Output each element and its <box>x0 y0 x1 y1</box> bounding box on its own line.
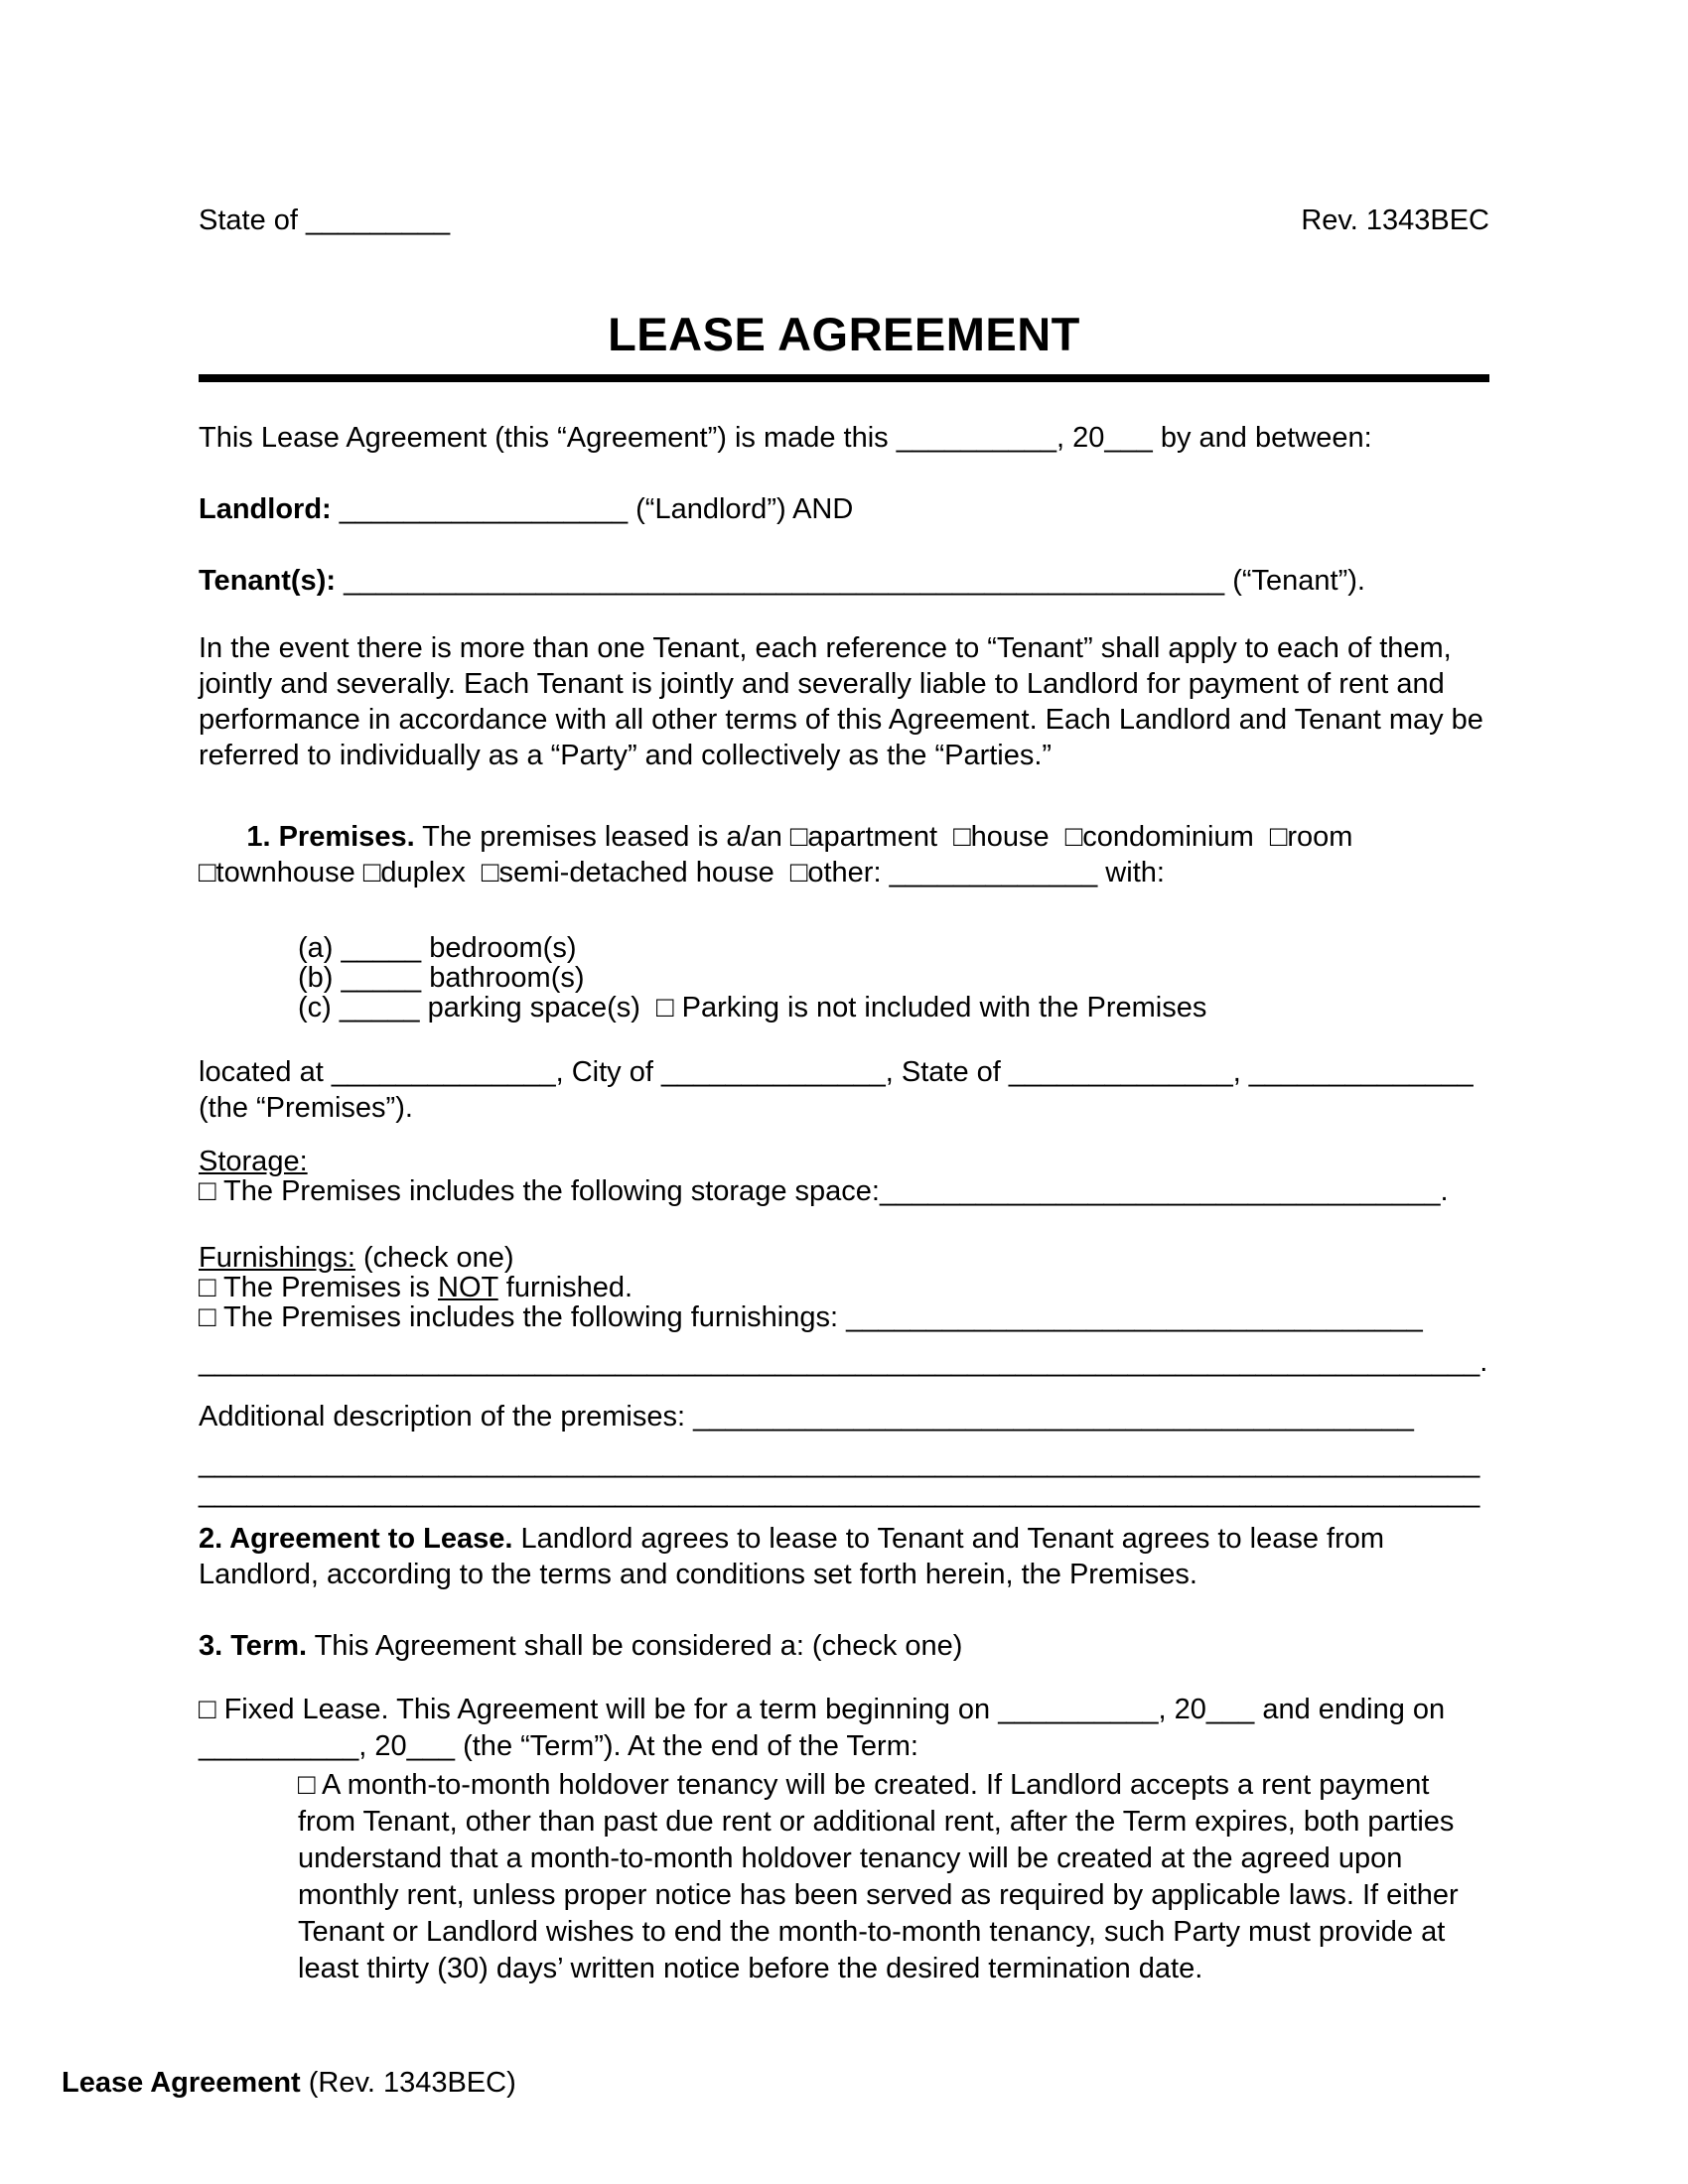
furnishings-note: (check one) <box>354 1242 514 1274</box>
bedrooms-line: (a) _____ bedroom(s) <box>298 932 577 964</box>
landlord-line <box>199 491 1489 527</box>
storage-line: □ The Premises includes the following storage space:___________________________________. <box>199 1175 1449 1207</box>
holdover-tenancy-paragraph: □ A month-to-month holdover tenancy will be created. If Landlord accepts a rent payment from Tenant, other than past due rent or additional rent, after the Term expires, both parties understand that a month-to-month holdover tenancy will be created at the agreed upon monthly rent, unless proper notice has been served as required by applicable laws. If either Tenant or Landlord wishes to end the month-to-month tenancy, such Party must provide at least thirty (30) days’ written notice before the desired termination date. <box>298 1769 1459 1984</box>
section-1-premises <box>199 783 1489 926</box>
furnished-line: □ The Premises includes the following furnishings: ____________________________________ <box>199 1301 1423 1333</box>
section-1-text: The premises leased is a/an □apartment □house □condominium □room □townhouse □duplex □semi-detached house □other: _____________ with: <box>199 821 1369 888</box>
furnishings-heading <box>199 1243 1489 1273</box>
section-3-label: 3. Term. <box>199 1630 308 1662</box>
landlord-blank: __________________ (“Landlord”) AND <box>331 493 854 525</box>
parking-line: (c) _____ parking space(s) □ Parking is not included with the Premises <box>298 992 1207 1024</box>
premises-close-line: (the “Premises”). <box>199 1092 413 1124</box>
located-line: located at ______________, City of ______________, State of ______________, ______________ <box>199 1056 1474 1088</box>
storage-heading <box>199 1147 1489 1176</box>
footer-revision: (Rev. 1343BEC) <box>300 2067 516 2099</box>
furnished-continuation-line: ________________________________________________________________________________. <box>199 1346 1488 1378</box>
additional-description-line: Additional description of the premises: _____________________________________________ <box>199 1401 1414 1433</box>
landlord-label: Landlord: <box>199 493 332 525</box>
footer-title: Lease Agreement <box>62 2067 301 2099</box>
section-1-label: 1. Premises. <box>246 821 415 853</box>
tenant-blank: _______________________________________________________ (“Tenant”). <box>336 565 1365 597</box>
additional-blank-line-1: ________________________________________________________________________________ <box>199 1447 1480 1479</box>
additional-blank-line-2: ________________________________________________________________________________ <box>199 1477 1480 1509</box>
intro-made-line: This Lease Agreement (this “Agreement”) is made this __________, 20___ by and between: <box>199 422 1372 454</box>
not-furnished-line <box>199 1273 1489 1302</box>
bathrooms-line: (b) _____ bathroom(s) <box>298 962 585 994</box>
section-3-term <box>199 1628 1489 1664</box>
page-header <box>199 203 1489 238</box>
not-furnished-pre: □ The Premises is <box>199 1272 438 1303</box>
storage-heading-text: Storage: <box>199 1146 308 1177</box>
title-rule <box>199 374 1489 382</box>
revision-label: Rev. 1343BEC <box>1301 205 1489 236</box>
section-2-agreement-to-lease <box>199 1521 1489 1592</box>
located-block <box>199 1054 1489 1126</box>
not-furnished-post: furnished. <box>497 1272 633 1303</box>
page-footer <box>62 2065 516 2101</box>
furnishings-heading-text: Furnishings: <box>199 1242 355 1274</box>
state-of-line: State of _________ <box>199 205 451 236</box>
document-title: LEASE AGREEMENT <box>608 308 1080 360</box>
section-2-text: Landlord agrees to lease to Tenant and Tenant agrees to lease from Landlord, according to the terms and conditions set forth herein, the Premises. <box>199 1523 1385 1590</box>
section-2-label: 2. Agreement to Lease. <box>199 1523 513 1555</box>
tenant-line <box>199 563 1489 599</box>
premises-detail-list <box>298 933 1489 1023</box>
not-furnished-word: NOT <box>438 1272 498 1303</box>
joint-liability-paragraph: In the event there is more than one Tenant, each reference to “Tenant” shall apply to each of them, jointly and severally. Each Tenant is jointly and severally liable to Landlord for payment of rent and performance in accordance with all other terms of this Agreement. Each Landlord and Tenant may be referred to individually as a “Party” and collectively as the “Parties.” <box>199 632 1483 771</box>
section-3-text: This Agreement shall be considered a: (check one) <box>307 1630 963 1662</box>
fixed-lease-paragraph: □ Fixed Lease. This Agreement will be for a term beginning on __________, 20___ and ending on __________, 20___ (the “Term”). At the end of the Term: <box>199 1694 1446 1762</box>
tenant-label: Tenant(s): <box>199 565 337 597</box>
